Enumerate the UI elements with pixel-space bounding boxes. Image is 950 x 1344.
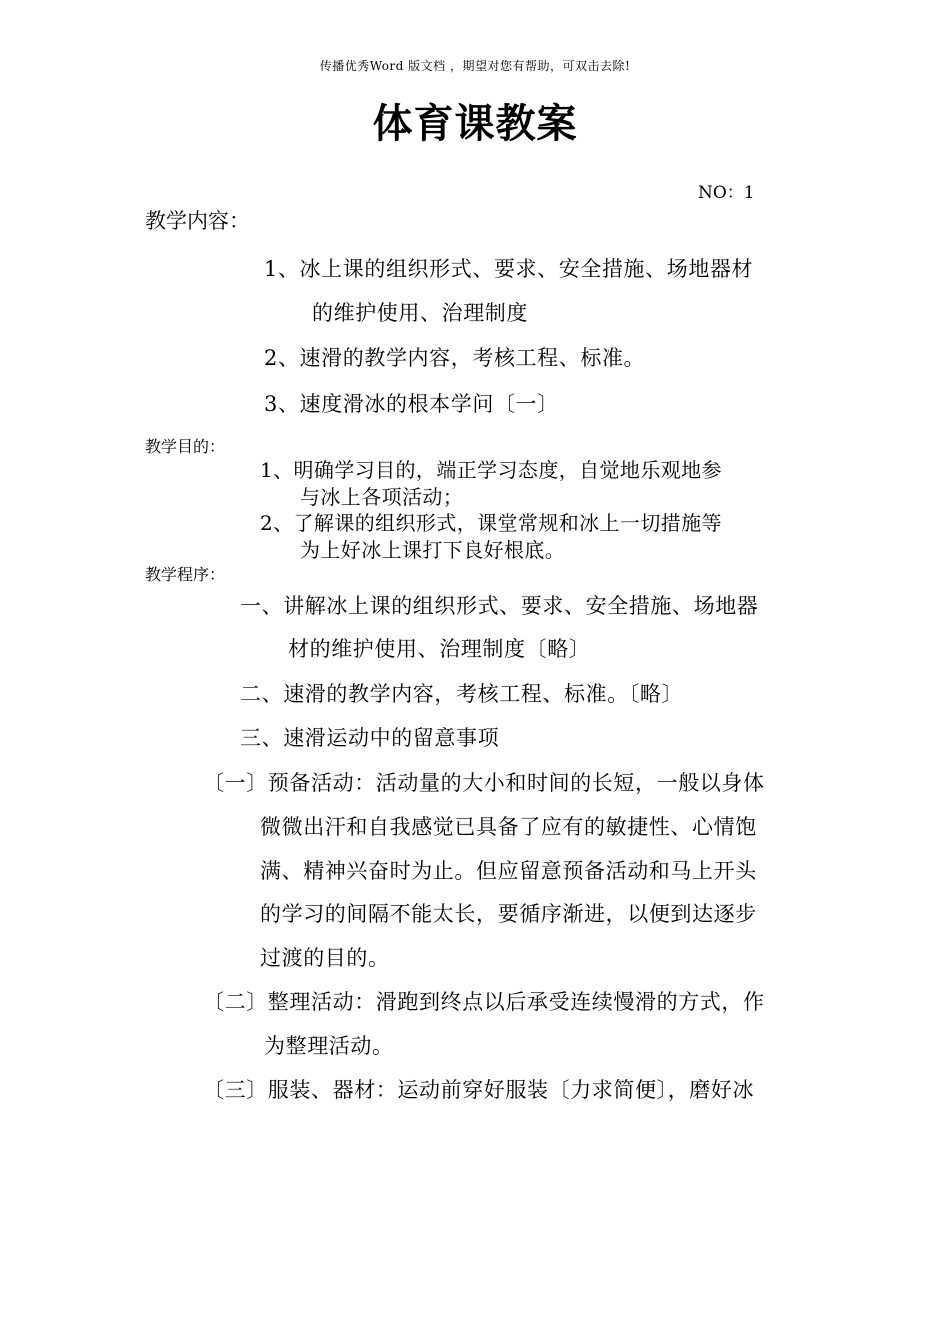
procedure-item: 满、精神兴奋时为止。但应留意预备活动和马上开头: [260, 859, 757, 883]
procedure-item: 二、速滑的教学内容，考核工程、标准。〔略〕: [240, 682, 684, 706]
procedure-item: 过渡的目的。: [260, 946, 390, 970]
procedure-item: 一、讲解冰上课的组织形式、要求、安全措施、场地器: [240, 594, 759, 618]
page-title: 体育课教案: [372, 101, 578, 147]
header-note: 传播优秀Word 版文档 ，期望对您有帮助，可双击去除!: [319, 59, 631, 73]
objective-item: 1、明确学习目的，端正学习态度，自觉地乐观地参: [260, 458, 722, 482]
procedure-item: 三、速滑运动中的留意事项: [240, 726, 500, 750]
procedure-item: 为整理活动。: [264, 1034, 394, 1058]
procedure-item: 〔一〕预备活动：活动量的大小和时间的长短，一般以身体: [203, 771, 765, 795]
lesson-number: NO：1: [698, 183, 755, 203]
procedure-item: 的学习的间隔不能太长，要循序渐进，以便到达逐步: [260, 902, 757, 926]
procedure-item: 〔二〕整理活动：滑跑到终点以后承受连续慢滑的方式，作: [203, 990, 765, 1014]
procedure-item: 〔三〕服装、器材：运动前穿好服装〔力求简便〕，磨好冰: [203, 1078, 755, 1102]
content-label: 教学内容：: [145, 209, 250, 233]
procedure-label: 教学程序：: [145, 565, 226, 584]
content-item: 2、速滑的教学内容，考核工程、标准。: [264, 346, 646, 370]
procedure-item: 材的维护使用、治理制度〔略〕: [288, 637, 591, 661]
content-item: 1、冰上课的组织形式、要求、安全措施、场地器材: [264, 257, 754, 281]
objective-item: 2、了解课的组织形式，课堂常规和冰上一切措施等: [260, 511, 722, 535]
content-item: 3、速度滑冰的根本学问〔一〕: [264, 392, 559, 416]
procedure-item: 微微出汗和自我感觉已具备了应有的敏捷性、心情饱: [260, 815, 757, 839]
objective-item: 与冰上各项活动；: [300, 485, 464, 509]
objective-item: 为上好冰上课打下良好根底。: [300, 538, 566, 562]
content-item: 的维护使用、治理制度: [312, 301, 528, 325]
objectives-label: 教学目的：: [145, 437, 226, 456]
